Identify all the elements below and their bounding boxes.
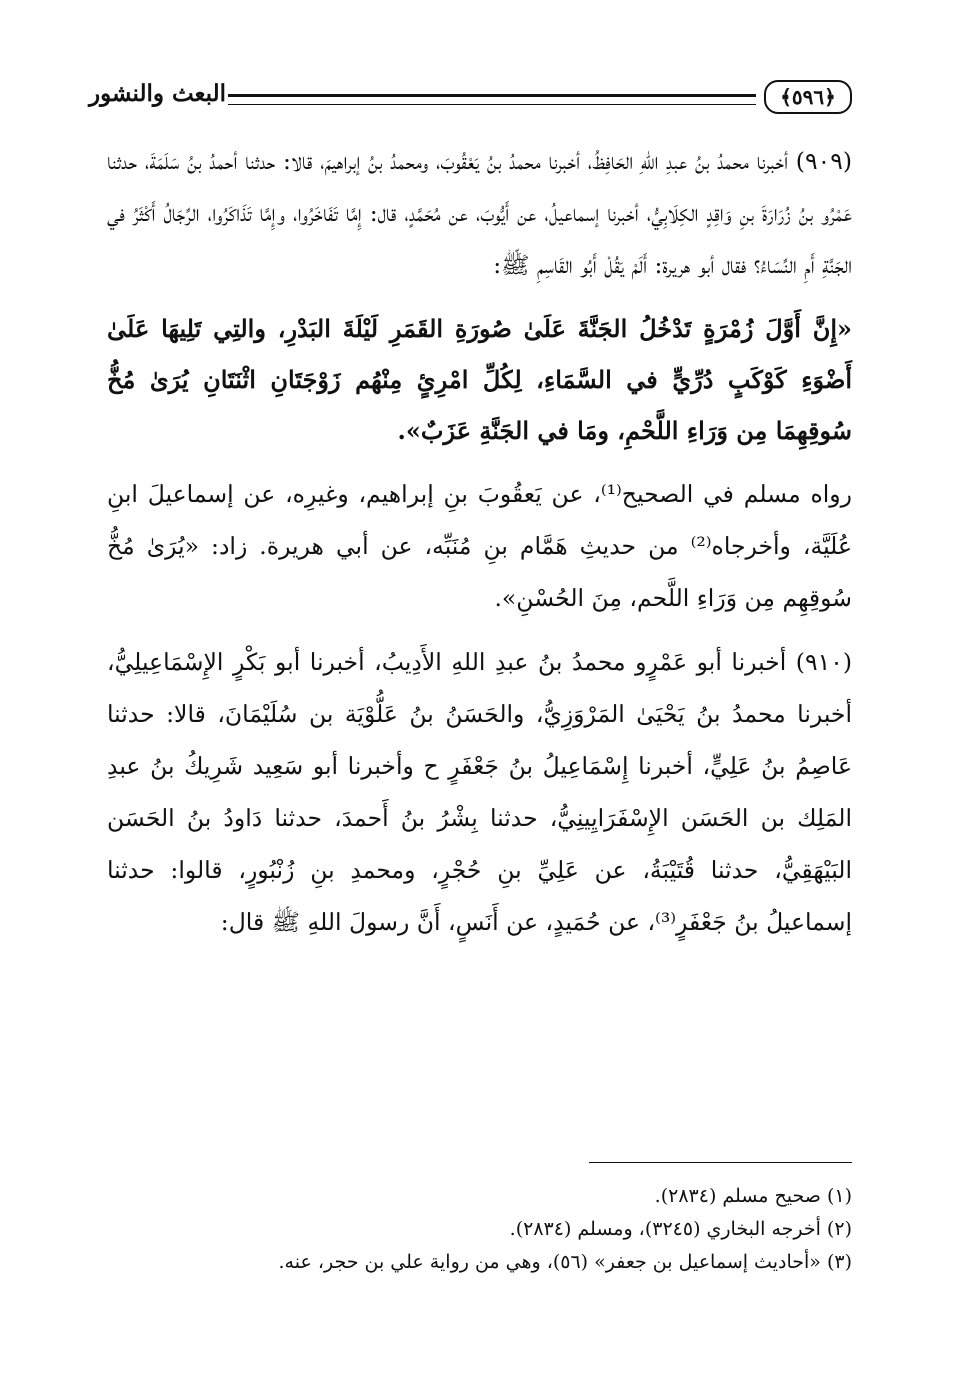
paragraph-hadith-910-isnad: (٩١٠) أخبرنا أبو عَمْرٍو محمدُ بنُ عبدِ اللهِ الأَدِيبُ، أخبرنا أبو بَكْرٍ الإِسْمَاعِيلِيُّ، أخبرنا محمدُ بنُ يَحْيَىٰ المَرْوَزِيُّ، والحَسَنُ بنُ عَلُّوْيَة بن سُلَيْمَانَ، قالا: حدثنا عَاصِمُ بنُ عَلِيٍّ، أخبرنا إِسْمَاعِيلُ بنُ جَعْفَرٍ ح وأخبرنا أبو سَعِيد شَرِيكُ بنُ عبدِ المَلِك بن الحَسَن الإِسْفَرَايِينِيُّ، حدثنا بِشْرُ بنُ أَحمدَ، حدثنا دَاودُ بنُ الحَسَن البَيْهَقِيُّ، حدثنا قُتَيْبَةُ، عن عَلِيِّ بنِ حُجْرٍ، ومحمدِ بنِ زُنْبُورٍ، قالوا: حدثنا إسماعيلُ بنُ جَعْفَرٍ⁽³⁾، عن حُمَيدٍ، عن أَنَسٍ، أَنَّ رسولَ اللهِ ﷺ قال: (107, 648, 852, 936)
page-body (107, 135, 852, 948)
footnote-1: (١) صحيح مسلم (٢٨٣٤). (654, 1185, 852, 1207)
footnote-2: (٢) أخرجه البخاري (٣٢٤٥)، ومسلم (٢٨٣٤). (509, 1218, 852, 1240)
paragraph-hadith-text: «إِنَّ أَوَّلَ زُمْرَةٍ تَدْخُلُ الجَنَّةَ عَلَىٰ صُورَةِ القَمَرِ لَيْلَةَ البَدْرِ، والتِي تَلِيهَا عَلَىٰ أَضْوَءِ كَوْكَبٍ دُرِّيٍّ في السَّمَاءِ، لِكُلِّ امْرِئٍ مِنْهُم زَوْجَتَانِ اثْنَتَانِ يُرَىٰ مُخُّ سُوقِهِمَا مِن وَرَاءِ اللَّحْمِ، ومَا في الجَنَّةِ عَزَبٌ». (107, 314, 852, 445)
footnote-3: (٣) «أحاديث إسماعيل بن جعفر» (٥٦)، وهي من رواية علي بن حجر، عنه. (278, 1251, 852, 1273)
running-title: البعث والنشور (89, 80, 226, 107)
footnotes (107, 1180, 852, 1279)
footnote-divider (589, 1162, 852, 1163)
page-number: ﴿٥٩٦﴾ (764, 80, 852, 114)
paragraph-takhrij: رواه مسلم في الصحيح⁽¹⁾، عن يَعقُوبَ بنِ إبراهيم، وغيرِه، عن إسماعيلَ ابنِ عُلَيَّة، وأخرجاه⁽²⁾ من حديثِ هَمَّام بنِ مُنَبِّه، عن أبي هريرة. زاد: «يُرَىٰ مُخُّ سُوقِهِم مِن وَرَاءِ اللَّحم، مِنَ الحُسْنِ». (107, 480, 852, 612)
page-header (89, 78, 852, 118)
paragraph-hadith-909-isnad: (٩٠٩) أخبرنا محمدُ بنُ عبدِ اللهِ الحَافِظُ، أخبرنا محمدُ بنُ يَعْقُوبَ، ومحمدُ بنُ إبراهيمَ، قالا: حدثنا أحمدُ بنُ سَلَمَةَ، حدثنا عَمْرُو بنُ زُرَارَةَ بنِ وَاقِدٍ الكِلَابِيُّ، أخبرنا إسماعيلُ، عن أَيُّوبَ، عن مُحَمَّدٍ، قال: إِمَّا تَفَاخَرُوا، وإِمَّا تَذَاكَرُوا، الرِّجَالُ أَكْثَرُ في الجَنَّةِ أَمِ النِّسَاءُ؟ فقال أبو هريرة: أَلَمْ يَقُلْ أَبُو القَاسِمِ ﷺ: (107, 147, 852, 279)
header-rule (228, 94, 756, 105)
